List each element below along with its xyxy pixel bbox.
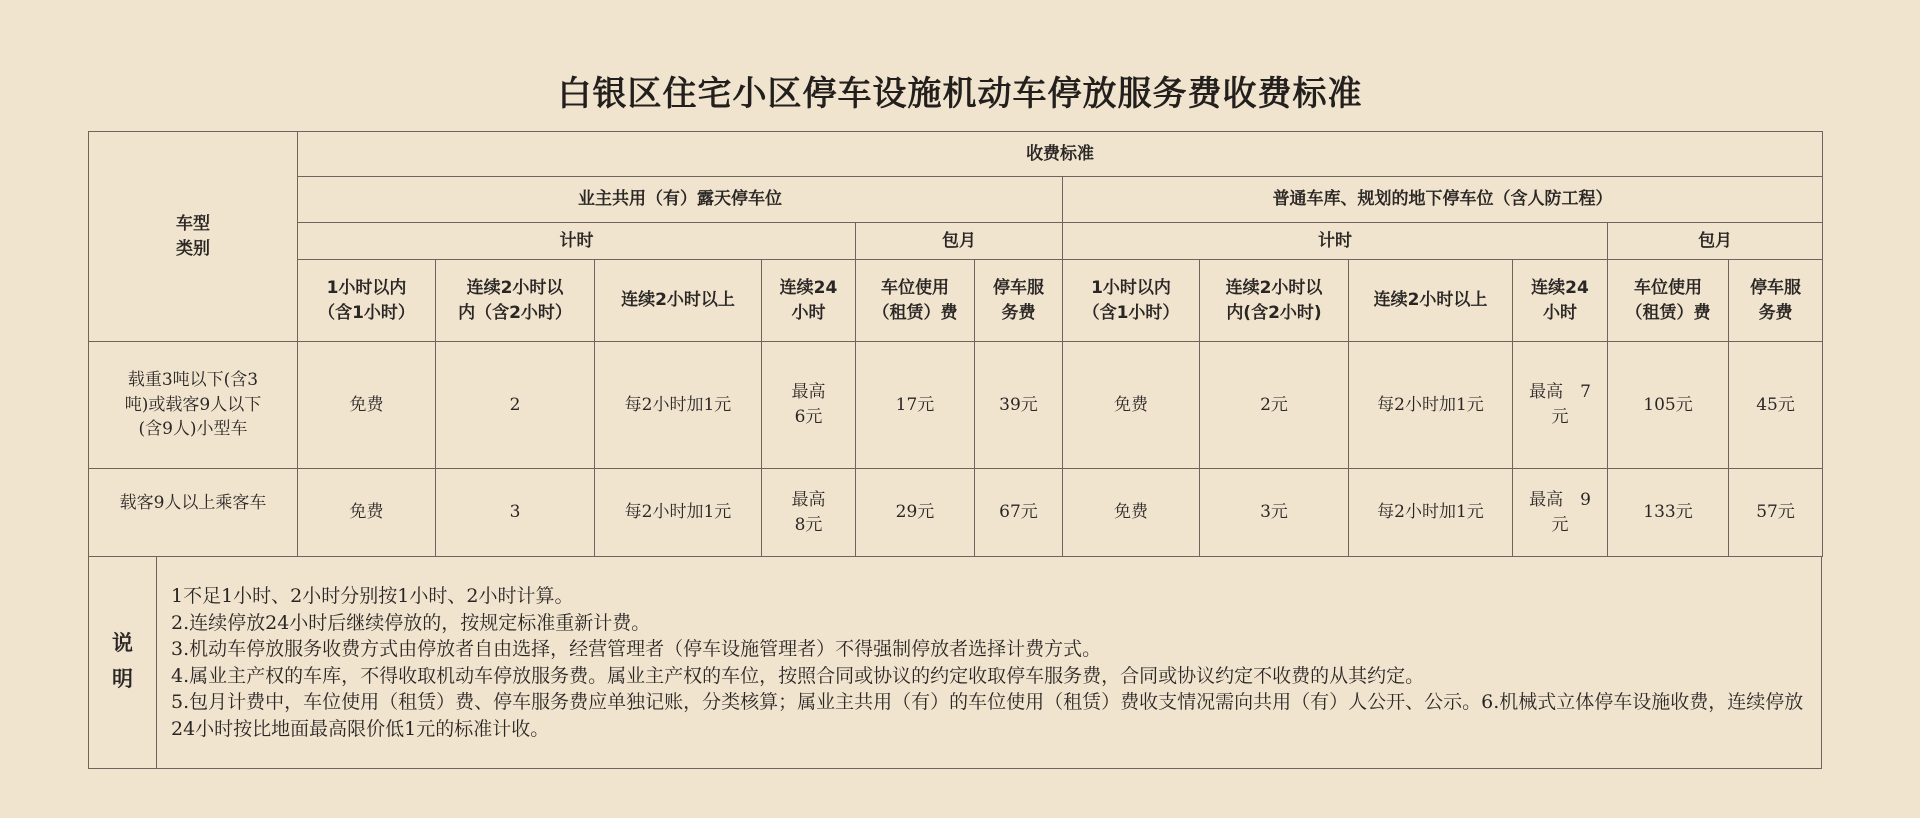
fee-table [88, 131, 1823, 557]
open-air-group-header: 业主共用（有）露天停车位 [298, 177, 1063, 223]
open-air-monthly-header: 包月 [856, 223, 1063, 260]
column-header: 车位使用 （租赁）费 [856, 260, 975, 342]
column-header: 连续2小时以上 [1349, 260, 1513, 342]
vehicle-type-cell: 载重3吨以下(含3 吨)或载客9人以下 (含9人)小型车 [89, 342, 298, 469]
table-cell: 最高 9 元 [1513, 469, 1608, 557]
notes-section [88, 556, 1822, 769]
table-cell: 57元 [1729, 469, 1823, 557]
garage-group-header: 普通车库、规划的地下停车位（含人防工程） [1063, 177, 1823, 223]
table-cell: 每2小时加1元 [595, 469, 762, 557]
table-cell: 39元 [975, 342, 1063, 469]
column-header: 停车服 务费 [1729, 260, 1823, 342]
table-cell: 67元 [975, 469, 1063, 557]
open-air-hourly-header: 计时 [298, 223, 856, 260]
note-item: 5.包月计费中，车位使用（租赁）费、停车服务费应单独记账，分类核算；属业主共用（有）的车位使用（租赁）费收支情况需向共用（有）人公开、公示。6.机械式立体停车设施收费，连续停放24小时按比地面最高限价低1元的标准计收。 [171, 691, 1804, 740]
table-cell: 每2小时加1元 [595, 342, 762, 469]
table-cell: 每2小时加1元 [1349, 469, 1513, 557]
table-cell: 3元 [1200, 469, 1349, 557]
garage-hourly-header: 计时 [1063, 223, 1608, 260]
column-header: 车位使用 （租赁）费 [1608, 260, 1729, 342]
table-cell: 最高 6元 [762, 342, 856, 469]
column-header: 停车服 务费 [975, 260, 1063, 342]
table-cell: 105元 [1608, 342, 1729, 469]
note-item: 2.连续停放24小时后继续停放的，按规定标准重新计费。 [171, 611, 651, 634]
garage-monthly-header: 包月 [1608, 223, 1823, 260]
table-cell: 45元 [1729, 342, 1823, 469]
vehicle-type-cell: 载客9人以上乘客车 [89, 469, 298, 557]
notes-list [171, 583, 1811, 743]
column-header: 1小时以内 （含1小时） [298, 260, 436, 342]
notes-label [89, 556, 157, 768]
note-item: 4.属业主产权的车库，不得收取机动车停放服务费。属业主产权的车位，按照合同或协议的约定收取停车服务费，合同或协议约定不收费的从其约定。 [171, 664, 1425, 687]
table-cell: 免费 [298, 342, 436, 469]
table-cell: 免费 [298, 469, 436, 557]
page-title: 白银区住宅小区停车设施机动车停放服务费收费标准 [557, 74, 1363, 114]
table-cell: 17元 [856, 342, 975, 469]
column-header: 连续24 小时 [762, 260, 856, 342]
table-cell: 免费 [1063, 469, 1200, 557]
table-row [89, 469, 1823, 557]
column-header: 连续2小时以上 [595, 260, 762, 342]
table-cell: 2 [436, 342, 595, 469]
fee-standard-header: 收费标准 [298, 132, 1823, 177]
column-header: 连续2小时以 内(含2小时) [1200, 260, 1349, 342]
table-cell: 133元 [1608, 469, 1729, 557]
notes-label-text: 说明 [112, 631, 133, 691]
column-header: 连续24 小时 [1513, 260, 1608, 342]
note-item: 3.机动车停放服务收费方式由停放者自由选择，经营管理者（停车设施管理者）不得强制停放者选择计费方式。 [171, 638, 1102, 661]
note-item: 1不足1小时、2小时分别按1小时、2小时计算。 [171, 585, 574, 607]
column-header: 连续2小时以 内（含2小时） [436, 260, 595, 342]
table-cell: 29元 [856, 469, 975, 557]
table-row [89, 342, 1823, 469]
vehicle-type-header: 车型 类别 [89, 132, 298, 342]
table-cell: 免费 [1063, 342, 1200, 469]
table-cell: 3 [436, 469, 595, 557]
table-cell: 每2小时加1元 [1349, 342, 1513, 469]
table-cell: 最高 7 元 [1513, 342, 1608, 469]
table-cell: 最高 8元 [762, 469, 856, 557]
table-cell: 2元 [1200, 342, 1349, 469]
column-header: 1小时以内 （含1小时） [1063, 260, 1200, 342]
